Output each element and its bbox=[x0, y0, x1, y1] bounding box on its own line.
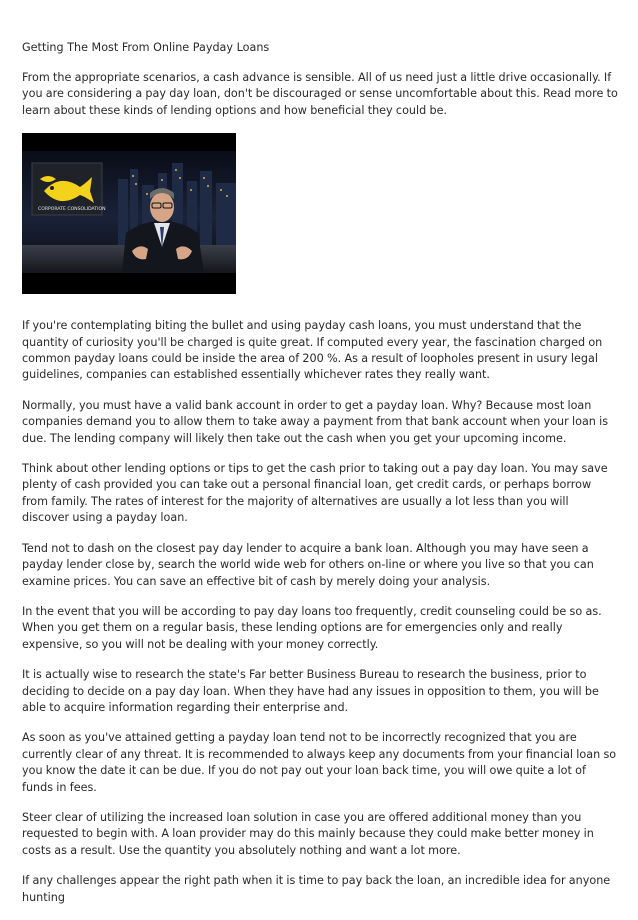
paragraph-5: Tend not to dash on the closest pay day lender to acquire a bank loan. Although you may have seen a payday lender close by, search the world wide web for others on-line or where you live so that you can examine prices. You can save an effective bit of cash by merely doing your analysis. bbox=[22, 541, 594, 588]
graphic-caption: CORPORATE CONSOLIDATION bbox=[38, 207, 106, 213]
document-page bbox=[22, 40, 618, 920]
document-title: Getting The Most From Online Payday Loans bbox=[22, 41, 270, 54]
news-anchor-illustration bbox=[22, 133, 236, 294]
paragraph-8: As soon as you've attained getting a payday loan tend not to be incorrectly recognized that you are currently clear of any threat. It is recommended to always keep any documents from your financial loan so you know the date it can be due. If you do not pay out your loan back time, you will owe quite a lot of funds in fees. bbox=[22, 731, 617, 794]
paragraph-9: Steer clear of utilizing the increased loan solution in case you are offered additional money than you requested to begin with. A loan provider may do this mainly because they could make better money in costs as a result. Use the quantity you absolutely nothing and want a lot more. bbox=[22, 810, 594, 857]
paragraph-6: In the event that you will be according to pay day loans too frequently, credit counseling could be so as. When you get them on a regular basis, these lending options are for emergencies only and really expensive, so you will not be dealing with your money correctly. bbox=[22, 604, 602, 651]
video-still-image bbox=[22, 133, 236, 294]
paragraph-2: If you're contemplating biting the bullet and using payday cash loans, you must understand that the quantity of curiosity you'll be charged is quite great. If computed every year, the fascination charged on common payday loans could be inside the area of 200 %. As a result of loopholes present in usury legal guidelines, companies can established essentially whichever rates they really want. bbox=[22, 319, 603, 382]
paragraph-3: Normally, you must have a valid bank account in order to get a payday loan. Why? Because most loan companies demand you to allow them to take away a payment from that bank account when your loan is due. The lending company will likely then take out the cash when you get your upcoming income. bbox=[22, 398, 609, 445]
paragraph-7: It is actually wise to research the state's Far better Business Bureau to research the business, prior to deciding to decide on a pay day loan. When they have had any issues in opposition to them, you will be able to acquire information regarding their enterprise and. bbox=[22, 668, 599, 714]
paragraph-1: From the appropriate scenarios, a cash advance is sensible. All of us need just a little drive occasionally. If you are considering a pay day loan, don't be discouraged or sense uncomfortable about this. Read more to learn about these kinds of lending options and how beneficial they could be. bbox=[22, 71, 618, 117]
paragraph-4: Think about other lending options or tips to get the cash prior to taking out a pay day loan. You may save plenty of cash provided you can take out a personal financial loan, get credit cards, or perhaps borrow from family. The rates of interest for the majority of alternatives are usually a lot less than you will discover using a payday loan. bbox=[22, 462, 608, 525]
paragraph-10: If any challenges appear the right path when it is time to pay back the loan, an incredible idea for anyone hunting bbox=[22, 874, 611, 904]
